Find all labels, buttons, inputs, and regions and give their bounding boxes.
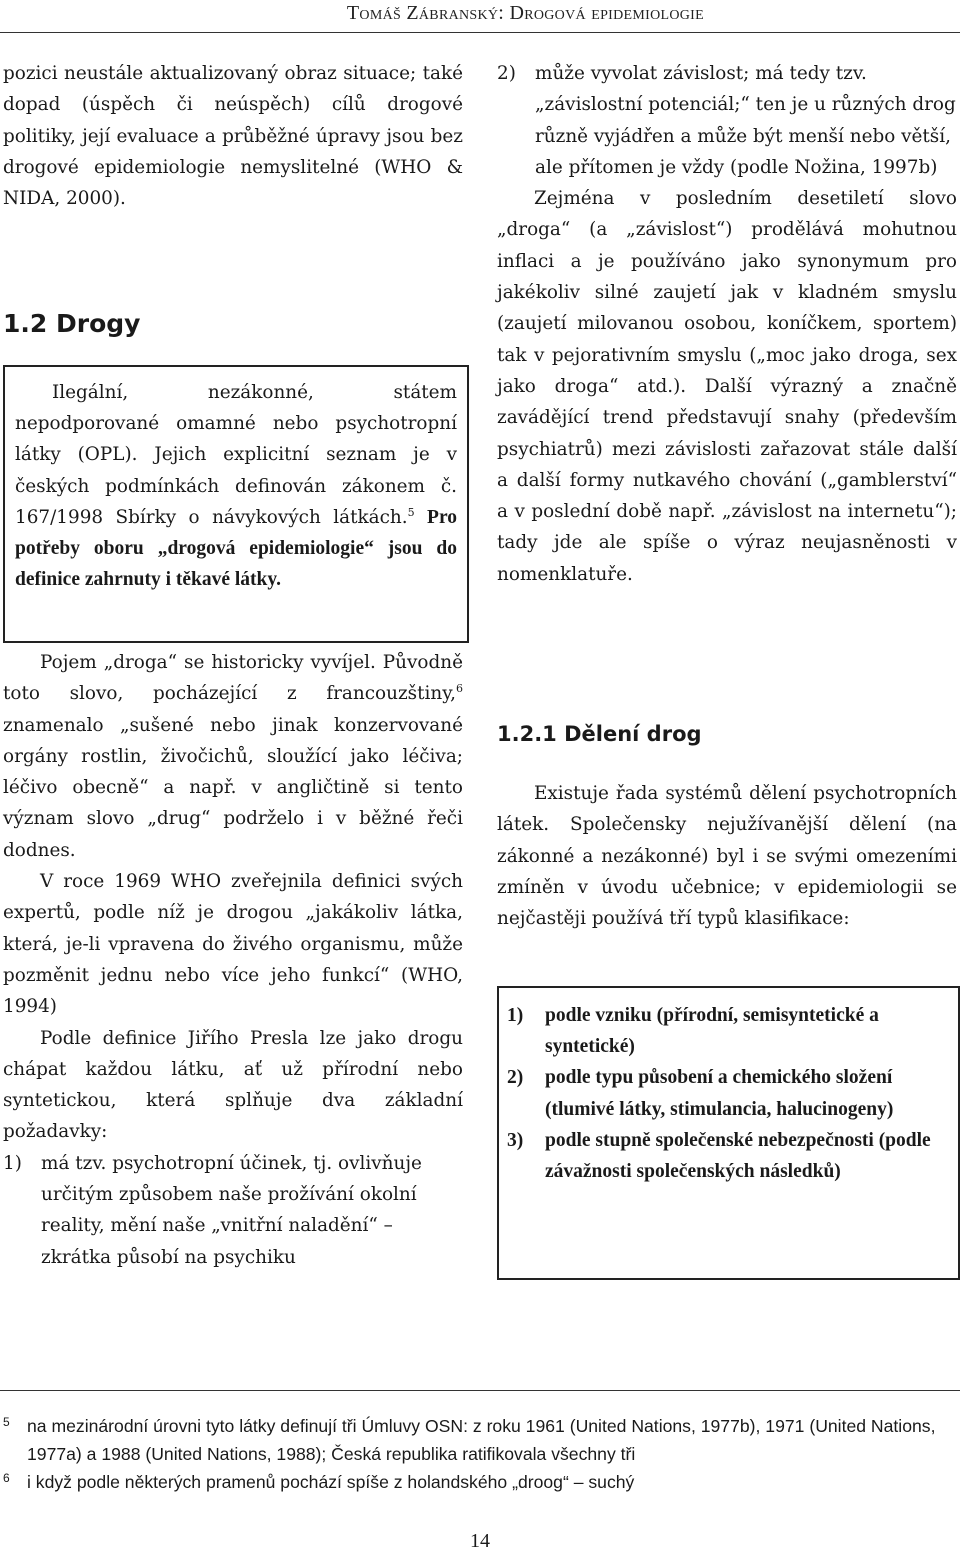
footnote-rule [0, 1390, 960, 1391]
header-rule [0, 32, 960, 33]
classification-text: podle vzniku (přírodní, semisyntetické a syntetické) [545, 1005, 879, 1058]
header-title: Drogová epidemiologie [509, 2, 704, 24]
right-column-body [497, 778, 957, 934]
definition-text [15, 377, 457, 595]
classification-item [507, 1000, 950, 1062]
footnote-mark: 6 [3, 1471, 10, 1485]
intro-paragraph: pozici neustále aktualizovaný obraz situace; také dopad (úspěch či neúspěch) cílů drogové politiky, její evaluace a průběžné úpravy jsou bez drogové epidemiologie nemyslitelné (WHO & NIDA, 2000). [3, 63, 463, 210]
subsection-heading: 1.2.1 Dělení drog [497, 722, 702, 746]
footnotes [3, 1412, 953, 1496]
list-item-1 [3, 1148, 463, 1273]
section-heading: 1.2 Drogy [3, 309, 141, 338]
footnote-ref-6[interactable]: 6 [456, 682, 463, 696]
classification-item [507, 1062, 950, 1124]
footnote-mark: 5 [3, 1415, 10, 1429]
paragraph-droga-history-b: znamenalo „sušené nebo jinak konzervované orgány rostlin, živočichů, sloužící jako léčiva; léčivo obecně“ a např. v angličtině si tento význam slovo „drug“ podrželo i v běžné řeči dodnes. [3, 714, 463, 861]
classification-number: 2) [507, 1067, 524, 1089]
footnote-5 [3, 1412, 953, 1468]
right-column [497, 58, 957, 590]
classification-box [497, 986, 960, 1280]
paragraph-droga-history-a: Pojem „droga“ se historicky vyvíjel. Původně toto slovo, pocházející z francouzštiny, [3, 652, 463, 705]
paragraph-droga-history [3, 647, 463, 866]
definition-regular: Ilegální, nezákonné, státem nepodporované omamné nebo psychotropní látky (OPL). Jejich explicitní seznam je v českých podmínkách definován zákonem č. 167/1998 Sbírky o návykových látkách. [15, 382, 457, 528]
header-author: Tomáš Zábranský: [346, 2, 505, 24]
list-item-text: má tzv. psychotropní účinek, tj. ovlivňuje určitým způsobem naše prožívání okolní reality, mění naše „vnitřní naladění“ – zkrátka působí na psychiku [41, 1152, 422, 1268]
classification-text: podle typu působení a chemického složení (tlumivé látky, stimulancia, halucinogeny) [545, 1067, 894, 1120]
classification-text: podle stupně společenské nebezpečnosti (podle závažnosti společenských následků) [545, 1129, 931, 1183]
list-item-2 [497, 58, 957, 183]
left-column-body [3, 647, 463, 1273]
list-item-number: 1) [3, 1152, 22, 1174]
running-header [347, 2, 704, 25]
classification-item [507, 1125, 950, 1187]
classification-number: 3) [507, 1129, 524, 1151]
footnote-ref-5[interactable]: 5 [407, 505, 415, 519]
paragraph-presl-definition: Podle definice Jiřího Presla lze jako drogu chápat každou látku, ať už přírodní nebo syntetickou, která splňuje dva základní požadavky: [3, 1027, 463, 1143]
page-number: 14 [470, 1530, 490, 1552]
footnote-text: i když podle některých pramenů pochází spíše z holandského „droog“ – suchý [27, 1472, 635, 1492]
footnote-text: na mezinárodní úrovni tyto látky definují tři Úmluvy OSN: z roku 1961 (United Nations, 1977b), 1971 (United Nations, 1977a) a 1988 (United Nations, 1988); Česká republika ratifikovala všechny tři [27, 1416, 936, 1464]
paragraph-inflation: Zejména v posledním desetiletí slovo „droga“ (a „závislost“) prodělává mohutnou inflaci a je používáno jako synonymum pro jakékoliv silné zaujetí jak v kladném smyslu (zaujetí milovanou osobou, koníčkem, sportem) tak v pejorativním smyslu („moc jako droga, sex jako droga“ atd.). Další výrazný a značně zavádějící trend představují snahy (především psychiatrů) mezi závislosti zařazovat stále další a další formy nutkavého chování („gamblerství“ a v poslední době např. „závislost na internetu“); tady jde ale spíše o výraz neujasněnosti v nomenklatuře. [497, 188, 957, 585]
list-item-number: 2) [497, 63, 516, 84]
list-item-text: může vyvolat závislost; má tedy tzv. „závislostní potenciál;“ ten je u různých drog různě vyjádřen a může být menší nebo větší, ale přítomen je vždy (podle Nožina, 1997b) [535, 63, 956, 178]
paragraph-who-definition: V roce 1969 WHO zveřejnila definici svých expertů, podle níž je drogou „jakákoliv látka, která, je-li vpravena do živého organismu, může pozměnit jednu nebo více jeho funkcí“ (WHO, 1994) [3, 871, 463, 1018]
left-column [3, 58, 463, 214]
definition-bold: Pro potřeby oboru „drogová epidemiologie“ jsou do definice zahrnuty i těkavé látky. [15, 506, 457, 591]
paragraph-classification: Existuje řada systémů dělení psychotropních látek. Společensky nejužívanější dělení (na zákonné a nezákonné) byl i se svými omezeními zmíněn v úvodu učebnice; v epidemiologii se nejčastěji používá tří typů klasifikace: [497, 783, 957, 930]
definition-box [3, 365, 469, 643]
footnote-6 [3, 1468, 953, 1496]
classification-number: 1) [507, 1005, 524, 1026]
